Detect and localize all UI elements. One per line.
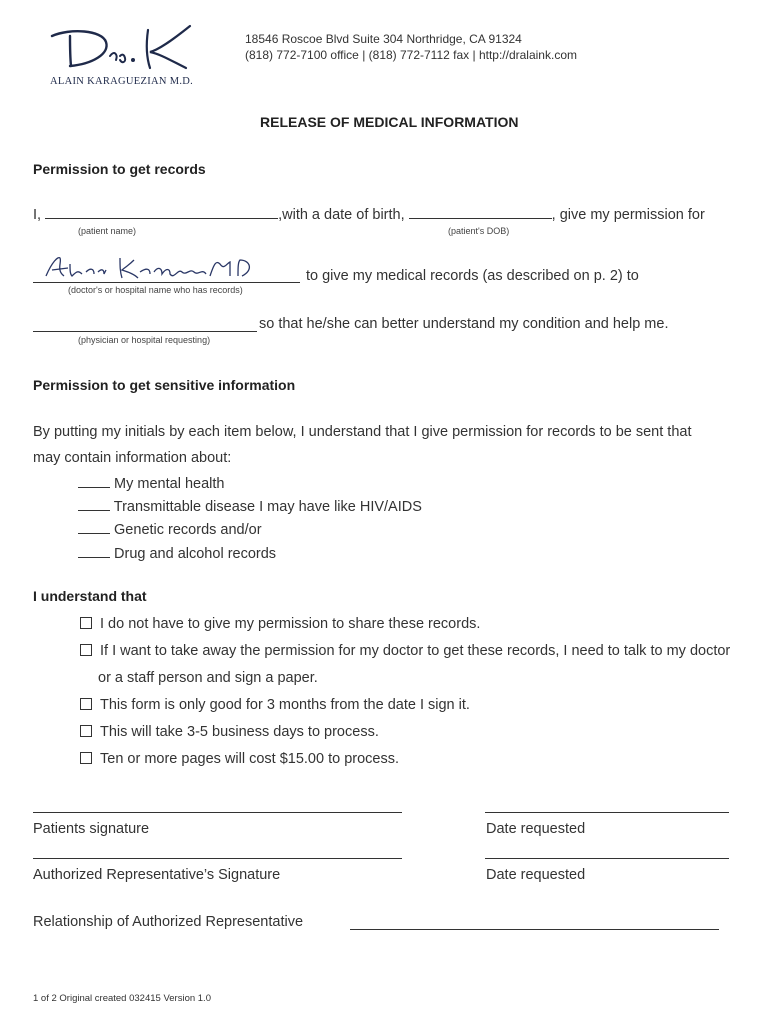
sensitive-item [78,499,422,515]
understand-item-label: This form is only good for 3 months from the date I sign it. [100,697,470,713]
date-requested-field-2[interactable] [485,858,729,859]
patient-dob-hint: (patient's DOB) [448,226,510,236]
give-permission-text: , give my permission for [551,207,705,223]
physician-hint: (physician or hospital requesting) [78,335,211,345]
sensitive-item [78,522,262,538]
patient-dob-field[interactable] [409,218,552,219]
logo [40,20,220,90]
sensitive-item-label: Transmittable disease I may have like HIV/AIDS [113,499,422,515]
sensitive-item-label: Genetic records and/or [114,522,262,538]
checkbox[interactable] [80,752,92,764]
logo-monogram [40,20,210,72]
so-that-text: so that he/she can better understand my condition and help me. [259,316,669,332]
sensitive-intro-line1: By putting my initials by each item below, I understand that I give permission for records to be sent that [33,424,692,440]
patient-line [33,207,705,223]
letterhead-address: 18546 Roscoe Blvd Suite 304 Northridge, CA 91324 [245,32,522,46]
understand-item-label: Ten or more pages will cost $15.00 to process. [100,751,400,767]
patient-name-hint: (patient name) [78,226,137,236]
with-dob-text: ,with a date of birth, [278,207,405,223]
sensitive-item [78,476,224,492]
doctor-name-field[interactable] [33,282,300,283]
to-give-text: to give my medical records (as described on p. 2) to [306,268,639,284]
understand-item [80,616,480,632]
section-heading-records: Permission to get records [33,161,206,177]
initials-field[interactable] [78,533,110,534]
sensitive-item-label: Drug and alcohol records [114,546,277,562]
doctor-signature-image [42,254,257,282]
understand-item [80,751,399,767]
understand-item [80,697,470,713]
understand-item [80,643,730,659]
patient-signature-label: Patients signature [33,821,150,837]
understand-item-label: If I want to take away the permission for my doctor to get these records, I need to talk to my doctor [100,643,731,659]
sensitive-intro-line2: may contain information about: [33,450,232,466]
relationship-label: Relationship of Authorized Representative [33,914,304,930]
checkbox[interactable] [80,725,92,737]
initials-field[interactable] [78,487,110,488]
checkbox[interactable] [80,644,92,656]
rep-signature-label: Authorized Representative’s Signature [33,867,281,883]
understand-item-continuation: or a staff person and sign a paper. [98,670,318,686]
physician-field[interactable] [33,331,257,332]
doctor-hint: (doctor's or hospital name who has records) [68,285,243,295]
date-requested-label-1: Date requested [486,821,586,837]
checkbox[interactable] [80,617,92,629]
i-prefix: I, [33,207,42,223]
section-heading-sensitive: Permission to get sensitive information [33,377,296,393]
date-requested-label-2: Date requested [486,867,586,883]
checkbox[interactable] [80,698,92,710]
initials-field[interactable] [78,557,110,558]
patient-name-field[interactable] [45,218,278,219]
sensitive-item-label: My mental health [114,476,225,492]
rep-signature-field[interactable] [33,858,402,859]
initials-field[interactable] [78,510,110,511]
logo-name: ALAIN KARAGUEZIAN M.D. [50,76,194,87]
relationship-field[interactable] [350,929,719,930]
section-heading-understand: I understand that [33,588,147,604]
understand-item-label: This will take 3-5 business days to process. [100,724,379,740]
patient-signature-field[interactable] [33,812,402,813]
page-title: RELEASE OF MEDICAL INFORMATION [260,114,519,130]
date-requested-field-1[interactable] [485,812,729,813]
understand-item [80,724,379,740]
understand-item-label: I do not have to give my permission to share these records. [100,616,481,632]
page-footer: 1 of 2 Original created 032415 Version 1.0 [33,993,211,1004]
sensitive-item [78,546,276,562]
letterhead-contact: (818) 772-7100 office | (818) 772-7112 fax | http://dralaink.com [245,48,577,62]
